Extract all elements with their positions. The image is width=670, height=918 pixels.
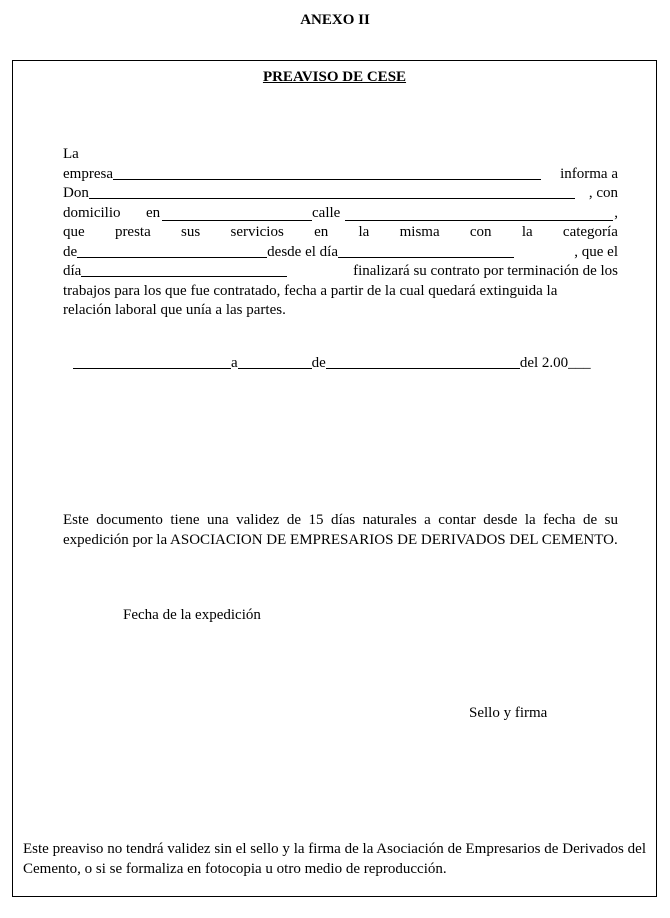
- text-en: en: [146, 204, 161, 221]
- text-desde-el-dia: desde el día: [267, 243, 338, 260]
- document-title-text: PREAVISO DE CESE: [262, 69, 407, 85]
- word: que: [63, 224, 85, 240]
- blank-employee-name[interactable]: [89, 185, 575, 199]
- text-finalizara: finalizará su contrato por terminación de los: [353, 263, 618, 279]
- word: con: [469, 224, 492, 240]
- stamp-signature-label: Sello y firma: [469, 705, 548, 721]
- blank-place[interactable]: [73, 355, 231, 369]
- document-title: [13, 69, 656, 86]
- line-empresa: [63, 165, 618, 185]
- line-relacion: [63, 301, 618, 321]
- blank-company[interactable]: [113, 166, 541, 180]
- expedition-date-label: Fecha de la expedición: [123, 607, 261, 623]
- line-dia: [63, 262, 618, 282]
- line-domicilio: [63, 204, 618, 224]
- blank-category[interactable]: [77, 244, 267, 258]
- line-don: [63, 184, 618, 204]
- document-frame: [12, 60, 657, 897]
- text-de-date: de: [311, 355, 326, 371]
- word: categoría: [562, 224, 618, 240]
- text-del-year: del 2.00: [519, 355, 569, 371]
- word: la: [358, 224, 370, 240]
- line-que-presta: [63, 223, 618, 243]
- text-calle: calle: [312, 204, 341, 221]
- text-la: La: [63, 146, 79, 162]
- line-la: [63, 145, 618, 165]
- text-de: de: [63, 243, 78, 260]
- place-date-line: [73, 355, 591, 372]
- word: misma: [399, 224, 440, 240]
- blank-month[interactable]: [326, 355, 520, 369]
- text-don: Don: [63, 185, 89, 201]
- text-relacion: relación laboral que unía a las partes.: [63, 302, 286, 318]
- validity-paragraph: Este documento tiene una validez de 15 días naturales a contar desde la fecha de su expedición por la ASOCIACION DE EMPRESARIOS DE DERIVADOS DEL CEMENTO.: [63, 512, 618, 548]
- word: sus: [181, 224, 201, 240]
- blank-town[interactable]: [162, 207, 312, 221]
- text-informa-a: informa a: [560, 165, 618, 182]
- blank-end-date[interactable]: [81, 263, 287, 277]
- blank-day[interactable]: [238, 355, 312, 369]
- que-presta-words: [63, 223, 618, 243]
- word: la: [521, 224, 533, 240]
- line-de: [63, 243, 618, 263]
- line-trabajos: [63, 282, 618, 302]
- footer-note: Este preaviso no tendrá validez sin el sello y la firma de la Asociación de Empresarios de Derivados del Cemento, o si se formaliza en fotocopia u otro medio de reproducción.: [23, 841, 646, 877]
- text-comma: ,: [614, 204, 618, 221]
- blank-start-date[interactable]: [338, 244, 514, 258]
- text-a: a: [231, 355, 238, 371]
- text-empresa: empresa: [63, 165, 113, 182]
- text-con: , con: [588, 185, 618, 201]
- text-domicilio: domicilio: [63, 204, 121, 221]
- annex-title: ANEXO II: [300, 12, 370, 28]
- word: en: [314, 224, 329, 240]
- notice-paragraph: [63, 145, 618, 321]
- text-trabajos: trabajos para los que fue contratado, fecha a partir de la cual quedará extinguida la: [63, 282, 558, 299]
- text-dia: día: [63, 263, 82, 279]
- text-que-el: , que el: [574, 243, 618, 260]
- word: presta: [114, 224, 151, 240]
- blank-year[interactable]: ___: [568, 355, 591, 371]
- word: servicios: [230, 224, 284, 240]
- blank-street[interactable]: [345, 207, 613, 221]
